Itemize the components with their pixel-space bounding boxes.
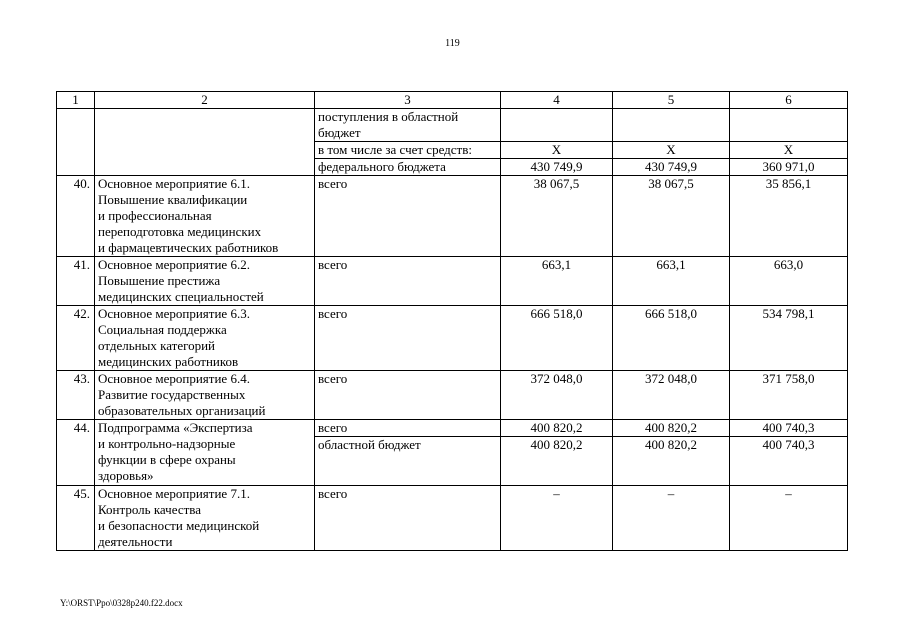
value-cell: 400 820,2 [501,420,613,437]
name-line: и контрольно-надзорные [98,436,236,451]
source-cell: всего [315,420,501,437]
table-row [57,371,848,420]
name-line: Основное мероприятие 6.4. [98,371,250,386]
x-mark-cell: Х [613,142,730,159]
row-number-cell [57,109,95,176]
name-line: здоровья» [98,468,154,483]
page-number: 119 [445,38,460,49]
value-cell: 663,0 [730,257,848,306]
table-row [57,257,848,306]
name-cell [95,371,315,420]
name-line: и профессиональная [98,208,212,223]
name-line: Подпрограмма «Экспертиза [98,420,253,435]
name-cell [95,306,315,371]
value-cell [613,109,730,142]
name-cell [95,176,315,257]
name-cell [95,486,315,551]
value-cell: 663,1 [501,257,613,306]
source-cell: федерального бюджета [315,159,501,176]
value-cell: 400 740,3 [730,420,848,437]
value-cell: 534 798,1 [730,306,848,371]
value-cell: 35 856,1 [730,176,848,257]
source-cell [315,109,501,142]
name-line: и безопасности медицинской [98,518,260,533]
name-line: Основное мероприятие 6.3. [98,306,250,321]
name-line: Основное мероприятие 6.1. [98,176,250,191]
source-cell: всего [315,306,501,371]
name-line: медицинских работников [98,354,239,369]
name-line: Повышение квалификации [98,192,248,207]
header-cell: 1 [57,92,95,109]
table-row [57,109,848,142]
value-cell: 663,1 [613,257,730,306]
value-cell: 400 820,2 [613,420,730,437]
name-line: функции в сфере охраны [98,452,236,467]
file-path-footer: Y:\ORST\Ppo\0328p240.f22.docx [60,598,183,608]
name-line: переподготовка медицинских [98,224,262,239]
name-line: отдельных категорий [98,338,216,353]
name-line: медицинских специальностей [98,289,264,304]
source-cell: областной бюджет [315,437,501,486]
row-number-cell: 40. [57,176,95,257]
name-line: образовательных организаций [98,403,266,418]
name-line: Развитие государственных [98,387,246,402]
name-line: и фармацевтических работников [98,240,279,255]
source-cell: всего [315,371,501,420]
name-line: Основное мероприятие 7.1. [98,486,250,501]
header-cell: 2 [95,92,315,109]
table-row [57,176,848,257]
table-row [57,420,848,437]
source-cell: всего [315,176,501,257]
name-cell [95,109,315,176]
x-mark-cell: Х [730,142,848,159]
row-number-cell: 45. [57,486,95,551]
source-cell: в том числе за счет средств: [315,142,501,159]
budget-table [56,91,848,551]
header-cell: 6 [730,92,848,109]
row-number-cell: 43. [57,371,95,420]
value-cell: – [730,486,848,551]
table-row [57,306,848,371]
value-cell: 38 067,5 [613,176,730,257]
value-cell: 666 518,0 [613,306,730,371]
table-row [57,486,848,551]
header-row [57,92,848,109]
name-line: Контроль качества [98,502,202,517]
name-cell [95,257,315,306]
value-cell: 430 749,9 [501,159,613,176]
value-cell: 430 749,9 [613,159,730,176]
header-cell: 5 [613,92,730,109]
header-cell: 3 [315,92,501,109]
value-cell: 38 067,5 [501,176,613,257]
source-line: бюджет [318,125,361,140]
source-cell: всего [315,486,501,551]
value-cell: 666 518,0 [501,306,613,371]
source-cell: всего [315,257,501,306]
value-cell: 360 971,0 [730,159,848,176]
value-cell: – [613,486,730,551]
name-line: Основное мероприятие 6.2. [98,257,250,272]
name-line: Социальная поддержка [98,322,227,337]
value-cell [501,109,613,142]
name-line: Повышение престижа [98,273,221,288]
name-cell [95,420,315,486]
header-cell: 4 [501,92,613,109]
source-line: поступления в областной [318,109,459,124]
name-line: деятельности [98,534,173,549]
value-cell: 400 820,2 [613,437,730,486]
row-number-cell: 42. [57,306,95,371]
value-cell: – [501,486,613,551]
value-cell: 371 758,0 [730,371,848,420]
value-cell: 372 048,0 [501,371,613,420]
value-cell: 372 048,0 [613,371,730,420]
value-cell [730,109,848,142]
x-mark-cell: Х [501,142,613,159]
value-cell: 400 820,2 [501,437,613,486]
row-number-cell: 44. [57,420,95,486]
value-cell: 400 740,3 [730,437,848,486]
row-number-cell: 41. [57,257,95,306]
